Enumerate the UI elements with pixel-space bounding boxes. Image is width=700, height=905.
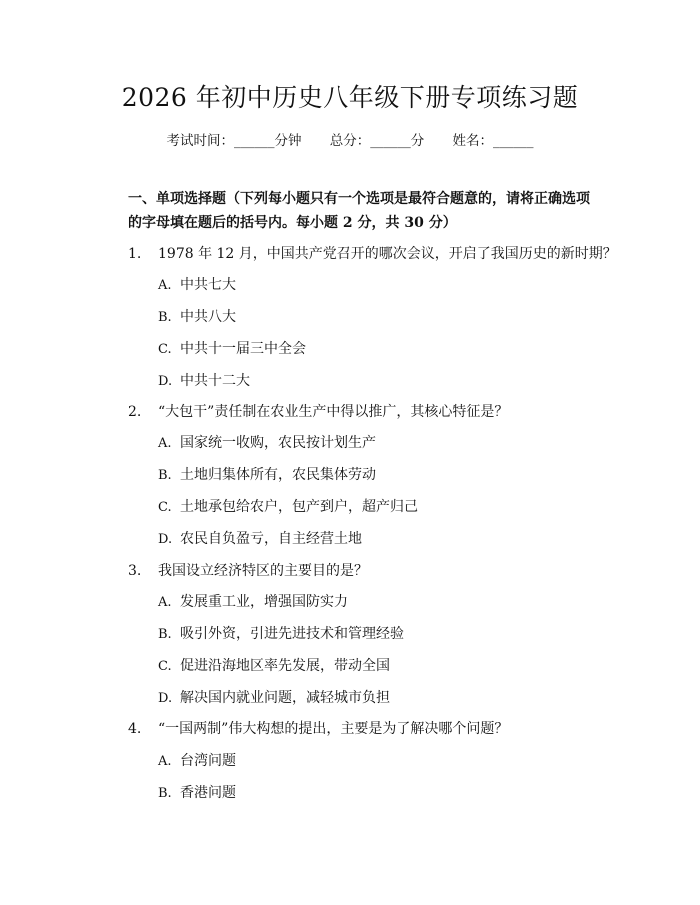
section-heading: 一、单项选择题（下列每小题只有一个选项是最符合题意的，请将正确选项的字母填在题后的括号内。每小题 2 分，共 30 分） <box>128 191 590 231</box>
option-2c <box>158 496 578 519</box>
question-text: “大包干”责任制在农业生产中得以推广，其核心特征是？ <box>158 404 509 420</box>
question-text: “一国两制”伟大构想的提出，主要是为了解决哪个问题？ <box>158 721 509 737</box>
option-text: 解决国内就业问题，减轻城市负担 <box>180 690 390 706</box>
option-letter: B. <box>158 310 172 325</box>
question-2 <box>128 401 608 423</box>
total-score-field: 总分：______分 <box>329 133 425 149</box>
page-title: 2026 年初中历史八年级下册专项练习题 <box>121 83 579 112</box>
option-3b <box>158 623 578 646</box>
option-letter: A. <box>158 278 172 293</box>
option-letter: D. <box>158 532 173 547</box>
question-number: 3. <box>128 563 142 579</box>
option-text: 土地承包给农户，包产到户，超产归己 <box>180 499 418 515</box>
question-text: 我国设立经济特区的主要目的是？ <box>158 563 368 579</box>
question-3 <box>128 560 608 582</box>
option-text: 农民自负盈亏，自主经营土地 <box>180 531 362 547</box>
option-letter: B. <box>158 786 172 801</box>
option-text: 中共七大 <box>180 277 236 293</box>
option-text: 促进沿海地区率先发展，带动全国 <box>180 658 390 674</box>
option-text: 中共十二大 <box>180 373 250 389</box>
question-number: 4. <box>128 721 142 737</box>
option-3a <box>158 591 578 614</box>
option-4a <box>158 750 578 773</box>
option-text: 土地归集体所有，农民集体劳动 <box>180 467 376 483</box>
question-number: 1. <box>128 246 142 262</box>
option-3c <box>158 655 578 678</box>
option-3d <box>158 687 578 710</box>
option-2b <box>158 464 578 487</box>
student-name-field: 姓名：______ <box>452 133 534 149</box>
question-number: 2. <box>128 404 142 420</box>
option-1d <box>158 370 578 393</box>
option-4b <box>158 782 578 805</box>
option-letter: C. <box>158 342 172 357</box>
option-text: 中共十一届三中全会 <box>180 341 306 357</box>
option-text: 台湾问题 <box>180 753 236 769</box>
option-1a <box>158 274 578 297</box>
option-letter: B. <box>158 468 172 483</box>
option-2a <box>158 432 578 455</box>
option-text: 吸引外资，引进先进技术和管理经验 <box>180 626 404 642</box>
option-2d <box>158 528 578 551</box>
option-letter: C. <box>158 659 172 674</box>
option-1c <box>158 338 578 361</box>
option-letter: B. <box>158 627 172 642</box>
option-letter: D. <box>158 374 173 389</box>
option-text: 发展重工业，增强国防实力 <box>180 594 348 610</box>
exam-time-field: 考试时间：______分钟 <box>166 133 302 149</box>
option-letter: C. <box>158 500 172 515</box>
option-letter: D. <box>158 691 173 706</box>
question-text: 1978 年 12 月，中国共产党召开的哪次会议，开启了我国历史的新时期？ <box>158 246 617 262</box>
option-letter: A. <box>158 595 172 610</box>
option-text: 国家统一收购，农民按计划生产 <box>180 435 376 451</box>
question-4 <box>128 718 608 740</box>
option-letter: A. <box>158 436 172 451</box>
option-1b <box>158 306 578 329</box>
question-1 <box>128 243 617 265</box>
option-letter: A. <box>158 754 172 769</box>
option-text: 中共八大 <box>180 309 236 325</box>
option-text: 香港问题 <box>180 785 236 801</box>
exam-meta <box>0 130 700 152</box>
